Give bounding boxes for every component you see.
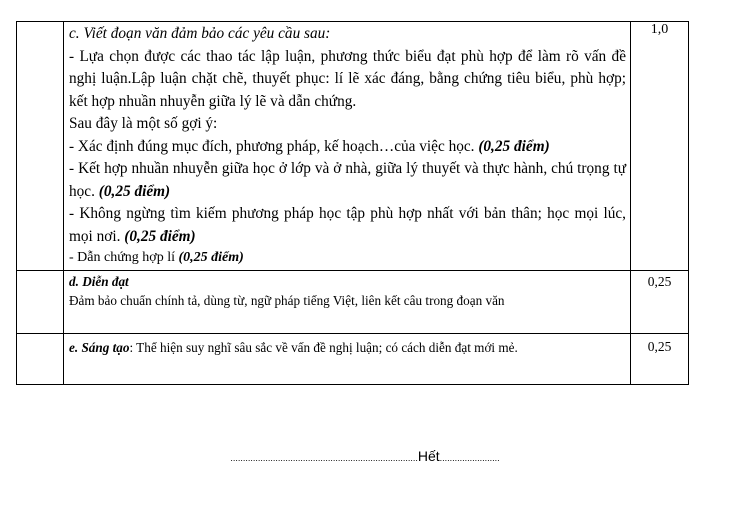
suggestion-text: - Xác định đúng mục đích, phương pháp, kế hoạch…của việc học. — [69, 137, 475, 155]
row-heading: d. Diễn đạt — [69, 274, 129, 289]
suggestion-item — [69, 203, 626, 248]
row-heading: c. Viết đoạn văn đảm bảo các yêu cầu sau: — [69, 25, 331, 42]
table-row — [17, 271, 689, 334]
empty-cell — [17, 334, 64, 385]
points-label: (0,25 điểm) — [478, 137, 550, 155]
grading-table — [16, 21, 689, 385]
suggestion-item — [69, 158, 626, 203]
dots-left: ........................................................................... — [230, 453, 418, 463]
suggestion-text: - Dẫn chứng hợp lí — [69, 250, 175, 265]
suggestion-text: - Không ngừng tìm kiếm phương pháp học tập phù hợp nhất với bản thân; học mọi lúc, mọi nơi. — [69, 205, 626, 245]
score-cell: 1,0 — [631, 22, 689, 271]
points-label: (0,25 điểm) — [98, 182, 171, 200]
empty-cell — [17, 271, 64, 334]
score-cell: 0,25 — [631, 334, 689, 385]
suggestion-item — [69, 136, 626, 159]
score-cell: 0,25 — [631, 271, 689, 334]
criteria-cell — [64, 271, 631, 334]
suggestion-item — [69, 248, 626, 267]
empty-cell — [17, 22, 64, 271]
row-heading: e. Sáng tạo — [69, 340, 130, 355]
points-label: (0,25 điểm) — [124, 227, 196, 245]
end-label: Hết — [417, 448, 440, 464]
criteria-cell — [64, 22, 631, 271]
criteria-text: : Thể hiện suy nghĩ sâu sắc về vấn đề nghị luận; có cách diễn đạt mới mẻ. — [129, 340, 518, 355]
table-row — [17, 334, 689, 385]
criteria-text: Đảm bảo chuẩn chính tả, dùng từ, ngữ pháp tiếng Việt, liên kết câu trong đoạn văn — [69, 293, 505, 308]
requirement-text: - Lựa chọn được các thao tác lập luận, phương thức biểu đạt phù hợp để làm rõ vấn đề nghị luận.Lập luận chặt chẽ, thuyết phục: lí lẽ xác đáng, bằng chứng tiêu biểu, phù hợp; kết hợp nhuần nhuyễn giữa lý lẽ và dẫn chứng. — [69, 47, 626, 110]
suggestion-intro: Sau đây là một số gợi ý: — [69, 115, 218, 132]
points-label: (0,25 điểm) — [178, 250, 244, 265]
end-marker — [0, 448, 730, 464]
dots-right: ........................ — [439, 453, 500, 463]
criteria-cell — [64, 334, 631, 385]
suggestion-text: - Kết hợp nhuần nhuyễn giữa học ở lớp và ở nhà, giữa lý thuyết và thực hành, chú trọng tự học. — [69, 160, 626, 200]
table-row — [17, 22, 689, 271]
